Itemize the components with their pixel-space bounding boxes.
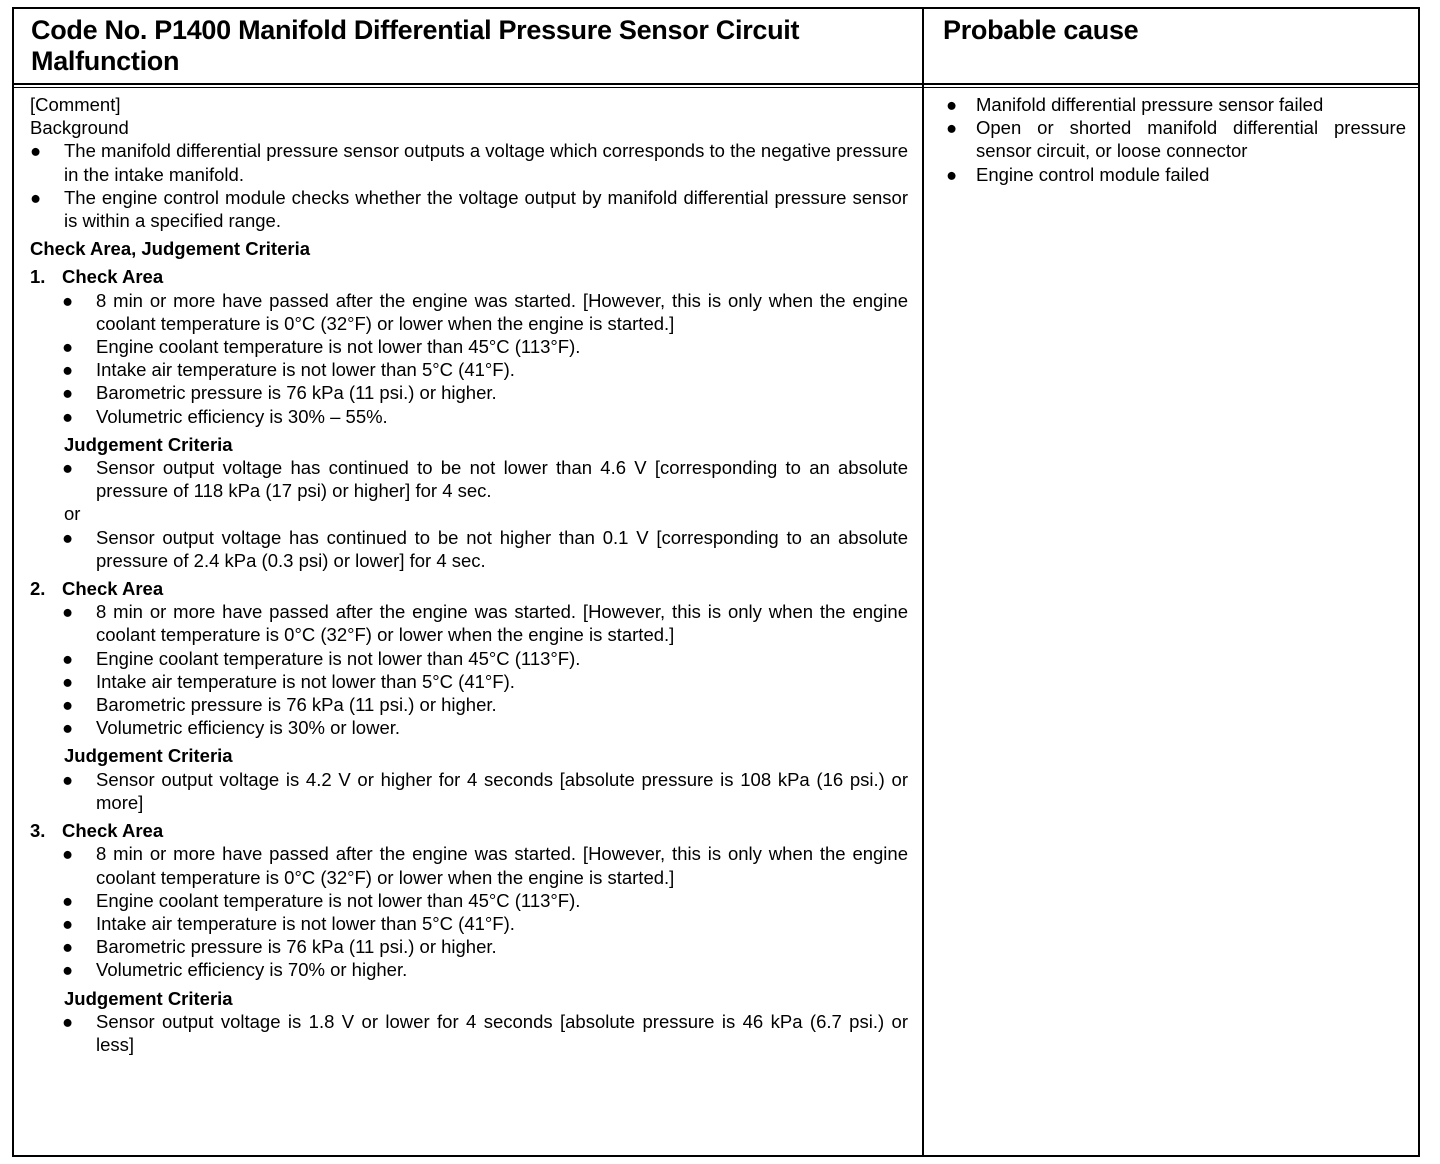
judgement-item: ● Sensor output voltage is 4.2 V or higher for 4 seconds [absolute pressure is 108 kPa (16 psi.) or more] bbox=[62, 768, 908, 813]
probable-cause-item: ● Open or shorted manifold differential pressure sensor circuit, or loose connector bbox=[946, 117, 1406, 162]
check-area-item: ● 8 min or more have passed after the engine was started. [However, this is only when the engine coolant temperature is 0°C (32°F) or lower when the engine is started.] bbox=[62, 601, 908, 646]
bullet-icon: ● bbox=[62, 405, 74, 427]
bullet-icon: ● bbox=[62, 289, 74, 311]
probable-cause-column bbox=[944, 93, 1406, 186]
check-area-item: ● Volumetric efficiency is 30% – 55%. bbox=[62, 405, 388, 427]
check-area-item: ● Barometric pressure is 76 kPa (11 psi.) or higher. bbox=[62, 936, 497, 958]
bullet-icon: ● bbox=[62, 959, 74, 981]
column-divider bbox=[922, 7, 924, 1157]
check-area-item: ● Engine coolant temperature is not lower than 45°C (113°F). bbox=[62, 336, 581, 358]
bullet-icon: ● bbox=[62, 336, 74, 358]
check-area-item: ● Intake air temperature is not lower than 5°C (41°F). bbox=[62, 912, 515, 934]
bullet-icon: ● bbox=[62, 912, 74, 934]
check-area-heading: 1. Check Area bbox=[30, 266, 164, 288]
check-area-item: ● Barometric pressure is 76 kPa (11 psi.) or higher. bbox=[62, 694, 497, 716]
check-area-item: ● Volumetric efficiency is 70% or higher. bbox=[62, 959, 408, 981]
judgement-criteria-heading: Judgement Criteria bbox=[64, 745, 233, 767]
judgement-criteria-heading: Judgement Criteria bbox=[64, 987, 233, 1009]
bullet-icon: ● bbox=[62, 889, 74, 911]
check-area-item: ● Intake air temperature is not lower than 5°C (41°F). bbox=[62, 670, 515, 692]
bullet-icon: ● bbox=[62, 647, 74, 669]
judgement-criteria-heading: Judgement Criteria bbox=[64, 433, 233, 455]
probable-cause-item: ● Manifold differential pressure sensor failed bbox=[946, 94, 1324, 115]
bullet-icon: ● bbox=[62, 526, 74, 548]
check-area-item: ● 8 min or more have passed after the engine was started. [However, this is only when the engine coolant temperature is 0°C (32°F) or lower when the engine is started.] bbox=[62, 843, 908, 888]
check-area-item: ● Engine coolant temperature is not lower than 45°C (113°F). bbox=[62, 647, 581, 669]
bullet-icon: ● bbox=[946, 94, 958, 115]
bullet-icon: ● bbox=[62, 1010, 74, 1032]
check-area-item: ● Engine coolant temperature is not lower than 45°C (113°F). bbox=[62, 889, 581, 911]
code-title: Code No. P1400 Manifold Differential Pressure Sensor Circuit Malfunction bbox=[31, 15, 800, 76]
bullet-icon: ● bbox=[62, 382, 74, 404]
comment-label: [Comment] bbox=[30, 94, 121, 115]
check-area-item: ● Barometric pressure is 76 kPa (11 psi.) or higher. bbox=[62, 382, 497, 404]
comment-column bbox=[30, 93, 908, 1056]
probable-cause-item: ● Engine control module failed bbox=[946, 163, 1210, 185]
judgement-item: ● Sensor output voltage has continued to be not lower than 4.6 V [corresponding to an absolute pressure of 118 kPa (17 psi) or higher] for 4 sec. bbox=[62, 457, 908, 502]
bullet-icon: ● bbox=[62, 936, 74, 958]
check-area-item: ● 8 min or more have passed after the engine was started. [However, this is only when the engine coolant temperature is 0°C (32°F) or lower when the engine is started.] bbox=[62, 289, 908, 334]
check-area-heading: 3. Check Area bbox=[30, 820, 164, 842]
bullet-icon: ● bbox=[62, 768, 74, 790]
background-label: Background bbox=[30, 117, 129, 139]
check-area-heading: 2. Check Area bbox=[30, 578, 164, 600]
bullet-icon: ● bbox=[62, 843, 74, 865]
check-area-item: ● Volumetric efficiency is 30% or lower. bbox=[62, 717, 401, 739]
probable-cause-title: Probable cause bbox=[943, 15, 1139, 45]
header-divider-inner bbox=[12, 87, 1420, 88]
check-area-item: ● Intake air temperature is not lower than 5°C (41°F). bbox=[62, 359, 515, 381]
bullet-icon: ● bbox=[62, 717, 74, 739]
judgement-item: ● Sensor output voltage has continued to be not higher than 0.1 V [corresponding to an absolute pressure of 2.4 kPa (0.3 psi) or lower] for 4 sec. bbox=[62, 526, 908, 571]
section-title: Check Area, Judgement Criteria bbox=[30, 238, 310, 260]
background-item: ● The manifold differential pressure sensor outputs a voltage which corresponds to the negative pressure in the intake manifold. bbox=[30, 140, 908, 185]
bullet-icon: ● bbox=[62, 601, 74, 623]
background-item: ● The engine control module checks whether the voltage output by manifold differential pressure sensor is within a specified range. bbox=[30, 186, 908, 232]
bullet-icon: ● bbox=[946, 163, 958, 185]
header-divider bbox=[12, 83, 1420, 85]
bullet-icon: ● bbox=[62, 670, 74, 692]
bullet-icon: ● bbox=[62, 694, 74, 716]
bullet-icon: ● bbox=[30, 186, 42, 208]
or-label: or bbox=[64, 503, 81, 525]
judgement-item: ● Sensor output voltage is 1.8 V or lower for 4 seconds [absolute pressure is 46 kPa (6.7 psi.) or less] bbox=[62, 1010, 908, 1055]
bullet-icon: ● bbox=[30, 140, 42, 162]
bullet-icon: ● bbox=[946, 117, 958, 139]
bullet-icon: ● bbox=[62, 359, 74, 381]
bullet-icon: ● bbox=[62, 457, 74, 479]
